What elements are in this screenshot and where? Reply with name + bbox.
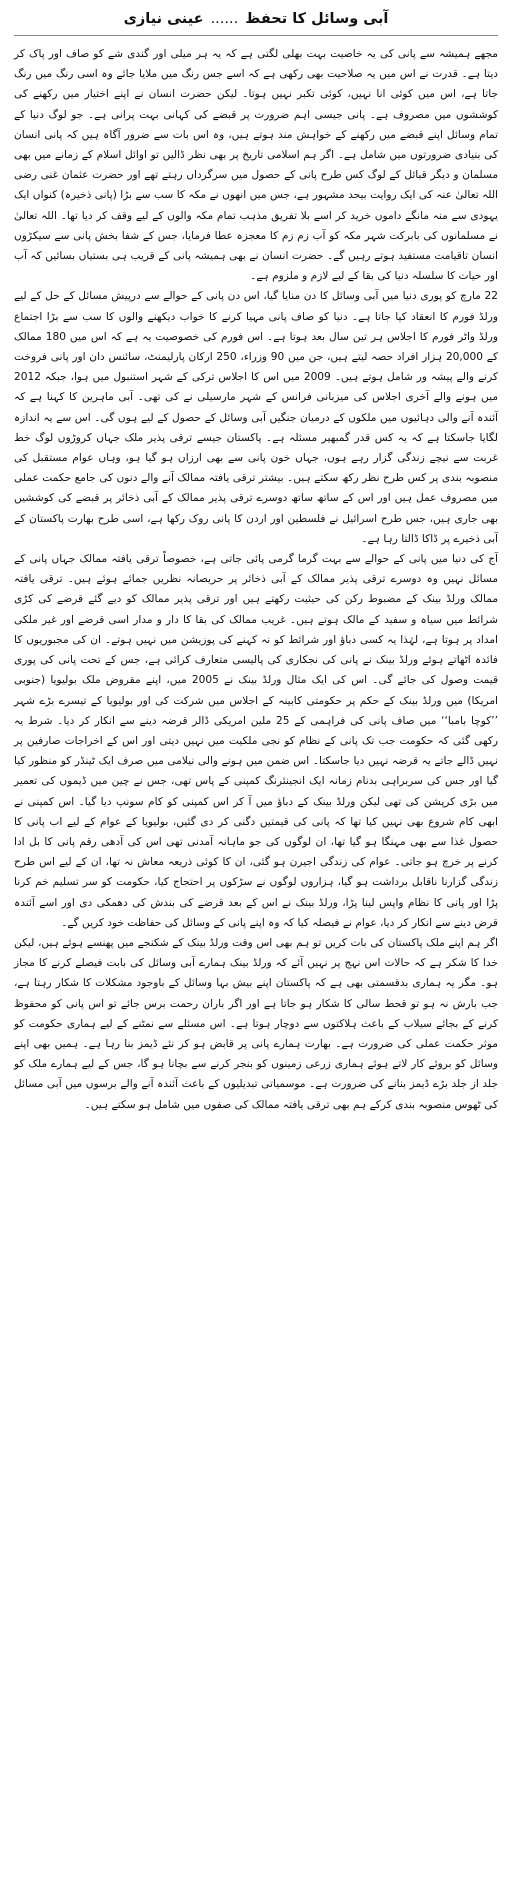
paragraph: 22 مارچ کو پوری دنیا میں آبی وسائل کا دن منایا گیا، اس دن پانی کے حوالے سے درپیش مسائل کے حل کے لیے ورلڈ فورم کا انعقاد کیا جاتا ہے۔ دنیا کو صاف پانی مہیا کرنے کا خواب دیکھنے والوں کا سب سے بڑا اجتماع ورلڈ واٹر فورم کا اجلاس ہر تین سال بعد ہوتا ہے۔ اس فورم کی خصوصیت یہ ہے کہ اس میں 180 ممالک کے 20,000 ہزار افراد حصہ لیتے ہیں، جن میں 90 وزراء، 250 ارکان پارلیمنٹ، سائنس دان اور پانی فروخت کرنے والے پیشہ ور شامل ہوتے ہیں۔ 2009 میں اس کا اجلاس ترکی کے شہر استنبول میں ہوا، جبکہ 2012 میں ہونے والے آخری اجلاس کی میزبانی فرانس کے شہر مارسیلی نے کی تھی۔ آبی ماہرین کا کہنا ہے کہ آئندہ آنے والی دہائیوں میں ملکوں کے درمیان جنگیں آبی وسائل کے حصول کے لیے ہوں گی۔ اس سے یہ اندازہ لگایا جاسکتا ہے کہ یہ کس قدر گمبھیر مسئلہ ہے۔ پاکستان جیسے ترقی پذیر ملک جہاں کروڑوں لوگ خط غربت سے نیچے زندگی گزار رہے ہوں، جہاں خون پانی سے بھی ارزاں ہو گیا ہو، وہاں عوام مستقبل کی منصوبہ بندی پر کس طرح نظر رکھ سکتے ہیں۔ بیشتر ترقی یافتہ ممالک آنے والے دنوں کی جامع حکمت عملی میں مصروف عمل ہیں اور اس کے ساتھ ساتھ دوسرے ترقی پذیر ممالک کے آبی ذخائر پر قبضے کی کوششیں بھی جاری ہیں، جس طرح اسرائیل نے فلسطین اور اردن کا پانی روک رکھا ہے، اسی طرح بھارت پاکستان کے آبی ذخیرے پر ڈاکا ڈالتا رہا ہے۔ (14, 290, 498, 545)
paragraph: اگر ہم اپنے ملک پاکستان کی بات کریں تو ہم بھی اس وقت ورلڈ بینک کے شکنجے میں پھنسے ہوئے ہیں، لیکن خدا کا شکر ہے کہ حالات اس نہج پر نہیں آئے کہ ورلڈ بینک ہمارے آبی وسائل کی بابت فیصلے کرنے کا مجاز ہو۔ مگر یہ ہماری بدقسمتی بھی ہے کہ پاکستان اپنے بیش بہا وسائل کے باوجود مشکلات کا شکار رہتا ہے، جب بارش نہ ہو تو قحط سالی کا شکار ہو جاتا ہے اور اگر باران رحمت برس جائے تو اس پانی کو محفوظ کرنے کے بجائے سیلاب کے باعث ہلاکتوں سے دوچار ہوتا ہے۔ اس مسئلے سے نمٹنے کے لیے ہماری حکومت کو موثر حکمت عملی کی ضرورت ہے۔ بھارت ہمارے پانی پر قابض ہو کر نئے ڈیمز بنا رہا ہے۔ ہمیں بھی اپنے وسائل کو بروئے کار لاتے ہوئے ہماری زرعی زمینوں کو بنجر کرنے سے بچانا ہو گا، جس کے لیے ہمارے ملک کو جلد از جلد بڑے ڈیمز بنانے کی ضرورت ہے۔ موسمیاتی تبدیلیوں کے باعث آئندہ آنے والے برسوں میں آبی مسائل کی ٹھوس منصوبہ بندی کرکے ہم بھی ترقی یافتہ ممالک کی صفوں میں شامل ہو سکتے ہیں۔ (14, 936, 498, 1111)
article-title: آبی وسائل کا تحفظ (245, 11, 389, 27)
paragraph: آج کی دنیا میں پانی کے حوالے سے بہت گرما گرمی پائی جاتی ہے، خصوصاً ترقی یافتہ ممالک جہاں پانی کے مسائل نہیں وہ دوسرے ترقی پذیر ممالک کے آبی ذخائر پر حریصانہ نظریں جمائے ہوئے ہیں۔ ترقی یافتہ ممالک ورلڈ بینک کے مضبوط رکن کی حیثیت رکھتے ہیں اور ترقی پذیر ممالک کو دیے گئے قرضے کی کڑی شرائط میں سیاہ و سفید کے مالک ہوتے ہیں۔ غریب ممالک کی بقا کا دار و مدار اسی قرضے اور غیر ملکی امداد پر ہوتا ہے، لہٰذا یہ کسی دباؤ اور شرائط کو نہ کہنے کی پوزیشن میں نہیں ہوتے۔ ان کی مجبوریوں کا فائدہ اٹھاتے ہوئے ورلڈ بینک نے پانی کی نجکاری کی پالیسی متعارف کرائی ہے، جس کے تحت پانی کی پوری قیمت وصول کی جائے گی۔ اس کی ایک مثال ورلڈ بینک نے 2005 میں، اپنے مقروض ملک بولیویا (جنوبی امریکا) میں ورلڈ بینک کے حکم پر حکومتی کابینہ کے اجلاس میں شرکت کی اور بولیویا کے تیسرے بڑے شہر ’’کوچا بامبا‘‘ میں صاف پانی کی فراہمی کے 25 ملین امریکی ڈالر قرضہ دینے سے انکار کر دیا۔ شرط یہ رکھی گئی کہ حکومت جب تک پانی کے نظام کو نجی ملکیت میں نہیں دیتی اور اس کے اخراجات صارفین پر نہیں ڈالے جاتے یہ قرضہ نہیں دیا جاسکتا۔ اس ضمن میں ہونے والی نیلامی میں صرف ایک ٹینڈر کو منظور کیا گیا اور جس کی سربراہی بدنام زمانہ ایک انجینئرنگ کمپنی کے پاس تھی، جس نے چین میں ڈیموں کی تعمیر میں بڑی کرپشن کی تھی لیکن ورلڈ بینک کے دباؤ میں آ کر اس کمپنی کو کام سونپ دیا گیا۔ اس کمپنی نے ابھی کام شروع بھی نہیں کیا تھا کہ پانی کی قیمتیں دگنی کر دی گئیں، بولیویا کے عوام کے لیے اب پانی کا حصول غذا سے بھی مہنگا ہو گیا تھا، ان لوگوں کی جو ماہانہ آمدنی تھی اس کی آدھی رقم پانی کا بل ادا کرنے پر خرچ ہو جاتی۔ عوام کی زندگی اجیرن ہو گئی، ان کا کوئی ذریعہ معاش نہ تھا، ان کے لیے اس طرح زندگی گزارنا ناقابل برداشت ہو گیا، ہزاروں لوگوں نے سڑکوں پر احتجاج کیا، حکومت کو سر تسلیم خم کرنا پڑا اور پانی کا نظام واپس لینا پڑا، ورلڈ بینک نے اس کے بعد قرضے کی بندش کی دھمکی دی اور اسے آئندہ قرض دینے سے انکار کر دیا، عوام نے فیصلہ کیا کہ وہ اپنے پانی کے وسائل کی حفاظت خود کریں گے۔ (14, 553, 499, 929)
paragraph: مجھے ہمیشہ سے پانی کی یہ خاصیت بہت بھلی لگتی ہے کہ یہ ہر میلی اور گندی شے کو صاف اور پاک کر دیتا ہے۔ قدرت نے اس میں یہ صلاحیت بھی رکھی ہے کہ اسے جس رنگ میں ملایا جائے وہ اسی رنگ میں رنگ جاتا ہے، اس میں کوئی انا نہیں، کوئی تکبر نہیں ہوتا۔ لیکن حضرت انسان نے اپنے اختیار میں رکھنے کی کوششوں میں مصروف ہے۔ پانی جیسی اہم ضرورت پر قبضے کی کہانی بہت پرانی ہے۔ جو لوگ دنیا کے تمام وسائل اپنے قبضے میں رکھنے کے خواہش مند ہوتے ہیں، وہ اس بات سے ضرور آگاہ ہیں کہ پانی انسان کی بنیادی ضرورتوں میں شامل ہے۔ اگر ہم اسلامی تاریخ پر بھی نظر ڈالیں تو اوائل اسلام کے زمانے میں بھی مسلمان و دیگر قبائل کے لوگ کس طرح پانی کے حصول میں سرگرداں رہتے تھے اور حضرت عثمان غنی رضی اللہ تعالیٰ عنہ کی ایک روایت بیحد مشہور ہے، جس میں انھوں نے مکہ کا سب سے بڑا (پانی ذخیرہ) کنواں ایک یہودی سے منہ مانگے داموں خرید کر اسے بلا تفریق مذہب تمام مکہ والوں کے لیے وقف کر دیا تھا۔ اللہ تعالیٰ نے مسلمانوں کی بابرکت شہر مکہ کو آب زم زم کا معجزہ عطا فرمایا، جس کے شفا بخش پانی سے سیکڑوں انسان تاقیامت مستفید ہوتے رہیں گے۔ حضرت انسان نے بھی ہمیشہ پانی کے قریب ہی بستیاں بسائیں کہ آب اور حیات کا سلسلہ دنیا کی بقا کے لیے لازم و ملزوم ہے۔ (14, 48, 498, 283)
article-body (14, 44, 498, 1115)
article-author: عینی نیازی (123, 11, 204, 27)
article-headline (14, 8, 498, 36)
title-separator: ...... (210, 11, 239, 27)
